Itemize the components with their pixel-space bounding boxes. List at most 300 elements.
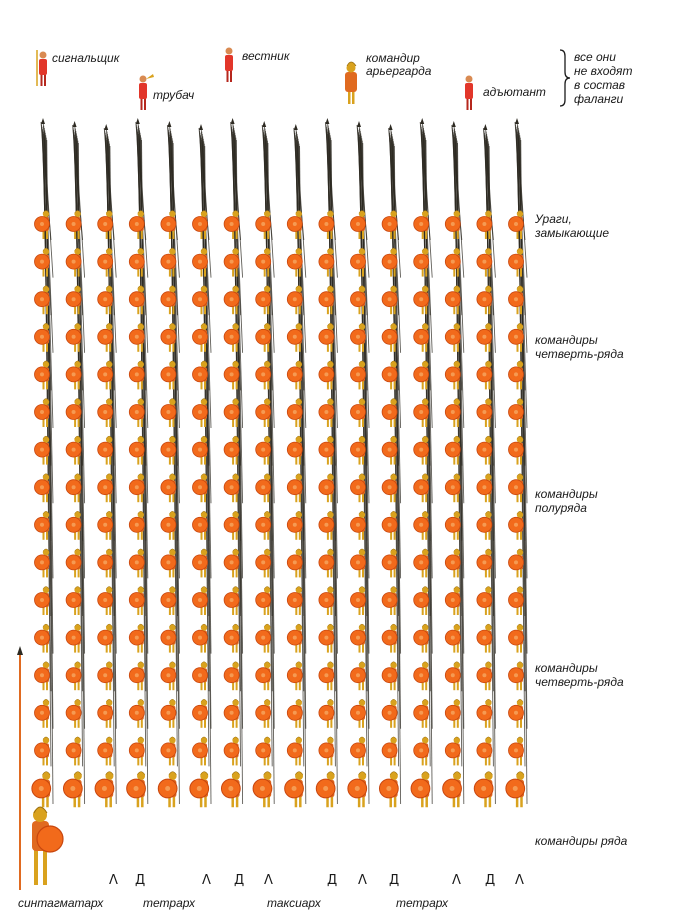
phalangite-soldier [319, 587, 334, 616]
phalangite-soldier [319, 399, 334, 428]
phalangite-soldier [287, 511, 302, 540]
rear-commander-figure [345, 62, 357, 104]
rank-label-line: командиры [535, 333, 598, 347]
phalangite-soldier [509, 248, 524, 277]
phalangite-soldier [129, 549, 144, 578]
phalangite-soldier [66, 361, 81, 390]
phalangite-soldier [98, 474, 113, 503]
phalangite-soldier [35, 662, 50, 691]
spear-tip-icon [294, 124, 298, 130]
phalangite-soldier [445, 436, 460, 465]
phalangite-soldier [382, 737, 397, 766]
phalangite-soldier [319, 211, 334, 240]
phalangite-soldier [193, 699, 208, 728]
phalangite-soldier [98, 511, 113, 540]
phalangite-soldier [477, 436, 492, 465]
phalangite-soldier [66, 248, 81, 277]
phalangite-soldier [414, 286, 429, 315]
phalangite-soldier [445, 699, 460, 728]
phalangite-soldier [287, 662, 302, 691]
phalangite-soldier [98, 323, 113, 352]
phalangite-soldier [414, 399, 429, 428]
rank-label-line: командиры [535, 661, 598, 675]
phalangite-soldier [477, 587, 492, 616]
phalangite-soldier [509, 286, 524, 315]
phalangite-soldier [319, 436, 334, 465]
spear-tip-icon [167, 121, 171, 127]
phalangite-soldier [66, 699, 81, 728]
rank-label-line: Ураги, [535, 212, 572, 226]
phalangite-soldier [319, 737, 334, 766]
phalangite-soldier [382, 361, 397, 390]
phalangite-soldier [509, 323, 524, 352]
phalangite-soldier [193, 474, 208, 503]
phalangite-soldier [35, 211, 50, 240]
spear-tip-icon [389, 124, 393, 130]
spear-tip-icon [104, 124, 108, 130]
phalangite-soldier [414, 624, 429, 653]
phalangite-soldier [66, 737, 81, 766]
phalangite-soldier [35, 474, 50, 503]
phalangite-soldier [287, 286, 302, 315]
phalangite-soldier [351, 248, 366, 277]
phalangite-soldier [477, 624, 492, 653]
phalangite-soldier [445, 737, 460, 766]
phalangite-soldier [477, 662, 492, 691]
label-herald: вестник [242, 49, 290, 63]
phalangite-soldier [161, 436, 176, 465]
phalangite-soldier [477, 248, 492, 277]
phalangite-soldier [98, 587, 113, 616]
phalangite-soldier [287, 361, 302, 390]
phalangite-soldier [477, 286, 492, 315]
phalangite-soldier [351, 211, 366, 240]
phalangite-soldier [35, 511, 50, 540]
phalangite-soldier [445, 587, 460, 616]
spear-tip-icon [136, 118, 140, 124]
phalangite-soldier [287, 474, 302, 503]
file-leader-soldier [190, 772, 209, 808]
phalangite-soldier [161, 248, 176, 277]
phalangite-soldier [382, 549, 397, 578]
label-trumpeter: трубач [153, 88, 195, 102]
phalangite-soldier [35, 549, 50, 578]
phalangite-soldier [445, 662, 460, 691]
phalangite-soldier [287, 549, 302, 578]
phalangite-soldier [287, 624, 302, 653]
spear-tip-icon [73, 121, 77, 127]
phalangite-soldier [129, 624, 144, 653]
rank-label-line: четверть-ряда [535, 347, 624, 361]
phalangite-soldier [66, 211, 81, 240]
phalangite-soldier [287, 737, 302, 766]
phalangite-soldier [66, 474, 81, 503]
phalangite-soldier [224, 662, 239, 691]
phalangite-soldier [35, 286, 50, 315]
label-tetrarch-2: тетрарх [396, 896, 449, 910]
phalangite-soldier [319, 361, 334, 390]
phalangite-soldier [477, 549, 492, 578]
phalangite-soldier [509, 511, 524, 540]
spear-tip-icon [262, 121, 266, 127]
phalangite-soldier [509, 624, 524, 653]
phalangite-soldier [129, 436, 144, 465]
phalangite-soldier [509, 436, 524, 465]
file-leader-soldier [411, 772, 430, 808]
phalangite-soldier [351, 323, 366, 352]
file-leader-soldier [348, 772, 367, 808]
phalangite-soldier [319, 248, 334, 277]
phalangite-soldier [224, 323, 239, 352]
phalangite-soldier [66, 624, 81, 653]
phalangite-soldier [319, 474, 334, 503]
phalangite-soldier [477, 323, 492, 352]
phalangite-soldier [445, 474, 460, 503]
file-leader-soldier [32, 772, 51, 808]
adjutant-figure [465, 76, 473, 111]
phalangite-soldier [224, 474, 239, 503]
lambda-marker: Λ [515, 873, 524, 888]
phalangite-soldier [477, 699, 492, 728]
rank-label-quarter-file-upper [535, 333, 624, 361]
label-rear-commander-line-1: командир [366, 51, 420, 65]
phalangite-soldier [161, 662, 176, 691]
phalangite-soldier [477, 474, 492, 503]
phalangite-soldier [66, 587, 81, 616]
phalangite-soldier [382, 511, 397, 540]
phalangite-soldier [256, 399, 271, 428]
phalangite-soldier [319, 662, 334, 691]
phalangite-soldier [98, 624, 113, 653]
phalangite-soldier [129, 248, 144, 277]
phalangite-soldier [445, 549, 460, 578]
phalangite-soldier [351, 436, 366, 465]
phalangite-soldier [129, 511, 144, 540]
rank-label-line: замыкающие [535, 226, 610, 240]
phalangite-soldier [414, 662, 429, 691]
phalangite-soldier [509, 361, 524, 390]
phalangite-soldier [509, 474, 524, 503]
phalangite-soldier [224, 248, 239, 277]
phalangite-soldier [382, 436, 397, 465]
phalangite-soldier [129, 662, 144, 691]
phalangite-soldier [414, 361, 429, 390]
label-syntagmatarch: синтагматарх [18, 896, 104, 910]
phalangite-soldier [477, 511, 492, 540]
rank-label-rear-guard [535, 212, 609, 240]
phalangite-soldier [66, 436, 81, 465]
phalangite-soldier [161, 399, 176, 428]
delta-marker: Д [485, 873, 496, 888]
phalangite-soldier [382, 474, 397, 503]
lambda-marker: Λ [202, 873, 211, 888]
phalangite-soldier [35, 248, 50, 277]
phalangite-soldier [161, 323, 176, 352]
phalangite-soldier [193, 737, 208, 766]
phalangite-soldier [161, 474, 176, 503]
phalangite-soldier [382, 699, 397, 728]
phalangite-soldier [161, 587, 176, 616]
phalangite-soldier [256, 474, 271, 503]
phalangite-soldier [414, 737, 429, 766]
phalangite-soldier [382, 662, 397, 691]
phalangite-soldier [98, 737, 113, 766]
phalangite-soldier [477, 737, 492, 766]
phalangite-soldier [414, 587, 429, 616]
phalangite-soldier [161, 286, 176, 315]
phalangite-soldier [193, 286, 208, 315]
rank-label-line: командиры ряда [535, 834, 628, 848]
phalangite-soldier [319, 624, 334, 653]
phalangite-soldier [351, 624, 366, 653]
phalangite-soldier [382, 624, 397, 653]
phalangite-soldier [445, 624, 460, 653]
phalangite-soldier [66, 399, 81, 428]
phalangite-soldier [382, 323, 397, 352]
phalangite-soldier [256, 587, 271, 616]
phalangite-soldier [445, 399, 460, 428]
label-taxiarch: таксиарх [267, 896, 321, 910]
phalangite-soldier [193, 436, 208, 465]
file-leader-soldier [63, 772, 82, 808]
phalangite-soldier [287, 699, 302, 728]
rank-label-quarter-file-lower [535, 661, 624, 689]
delta-marker: Д [327, 873, 338, 888]
lambda-marker: Λ [358, 873, 367, 888]
phalangite-soldier [382, 587, 397, 616]
phalangite-soldier [129, 211, 144, 240]
phalangite-soldier [477, 211, 492, 240]
note-line: в состав [574, 78, 626, 92]
phalangite-soldier [98, 361, 113, 390]
phalangite-soldier [445, 286, 460, 315]
phalangite-soldier [477, 361, 492, 390]
phalangite-soldier [193, 248, 208, 277]
phalangite-soldier [161, 699, 176, 728]
lambda-marker: Λ [452, 873, 461, 888]
phalangite-soldier [287, 211, 302, 240]
phalangite-soldier [35, 699, 50, 728]
phalangite-soldier [98, 399, 113, 428]
phalangite-soldier [256, 662, 271, 691]
phalangite-soldier [509, 587, 524, 616]
phalangite-soldier [224, 699, 239, 728]
phalangite-soldier [35, 737, 50, 766]
phalangite-soldier [509, 662, 524, 691]
phalangite-soldier [445, 323, 460, 352]
herald-figure [225, 48, 233, 83]
phalangite-soldier [224, 511, 239, 540]
phalangite-soldier [193, 662, 208, 691]
phalangite-soldier [351, 511, 366, 540]
file-leader-soldier [316, 772, 335, 808]
spear-tip-icon [199, 124, 203, 130]
phalangite-soldier [256, 248, 271, 277]
phalangite-soldier [414, 549, 429, 578]
phalangite-soldier [351, 549, 366, 578]
phalangite-soldier [35, 624, 50, 653]
phalangite-soldier [193, 587, 208, 616]
note-line: не входят [574, 64, 633, 78]
phalangite-soldier [509, 737, 524, 766]
phalangite-soldier [224, 361, 239, 390]
phalangite-soldier [319, 323, 334, 352]
spear-tip-icon [357, 121, 361, 127]
phalangite-soldier [287, 248, 302, 277]
spear-tip-icon [515, 118, 519, 124]
rank-label-line: командиры [535, 487, 598, 501]
file-leader-soldier [285, 772, 304, 808]
delta-marker: Д [135, 873, 146, 888]
phalangite-soldier [224, 436, 239, 465]
phalangite-soldier [256, 624, 271, 653]
file-leader-soldier [443, 772, 462, 808]
spear-tip-icon [483, 124, 487, 130]
label-tetrarch-1: тетрарх [143, 896, 196, 910]
spear-tip-icon [41, 118, 45, 124]
phalangite-soldier [445, 248, 460, 277]
phalangite-soldier [256, 436, 271, 465]
label-rear-commander [366, 52, 431, 78]
phalangite-soldier [161, 211, 176, 240]
spear-tip-icon [452, 121, 456, 127]
phalangite-soldier [129, 737, 144, 766]
phalangite-soldier [35, 399, 50, 428]
phalangite-soldier [414, 436, 429, 465]
phalangite-soldier [509, 699, 524, 728]
phalangite-soldier [382, 211, 397, 240]
rank-label-half-file [535, 487, 598, 515]
phalangite-soldier [256, 211, 271, 240]
phalangite-soldier [351, 587, 366, 616]
phalangite-soldier [224, 549, 239, 578]
phalangite-soldier [351, 361, 366, 390]
phalangite-soldier [445, 511, 460, 540]
phalangite-soldier [129, 474, 144, 503]
phalangite-soldier [287, 436, 302, 465]
phalangite-soldier [224, 587, 239, 616]
phalangite-soldier [319, 511, 334, 540]
soldiers-layer [32, 211, 525, 808]
file-leader-soldier [127, 772, 146, 808]
phalangite-soldier [98, 211, 113, 240]
phalangite-soldier [161, 624, 176, 653]
phalangite-soldier [256, 511, 271, 540]
phalangite-soldier [319, 699, 334, 728]
phalangite-soldier [351, 737, 366, 766]
phalangite-soldier [319, 286, 334, 315]
rank-label-file-leaders [535, 834, 627, 848]
note-line: все они [574, 50, 616, 64]
phalangite-soldier [351, 699, 366, 728]
phalangite-soldier [256, 323, 271, 352]
phalangite-soldier [193, 549, 208, 578]
phalangite-soldier [256, 361, 271, 390]
phalangite-soldier [193, 399, 208, 428]
phalangite-soldier [224, 211, 239, 240]
phalangite-soldier [224, 286, 239, 315]
brace-icon [558, 48, 572, 108]
phalangite-soldier [193, 211, 208, 240]
phalangite-soldier [382, 248, 397, 277]
phalangite-soldier [98, 286, 113, 315]
rank-label-line: полуряда [535, 501, 587, 515]
phalangite-soldier [287, 399, 302, 428]
label-signaller: сигнальщик [52, 51, 120, 65]
spear-tip-icon [325, 118, 329, 124]
phalangite-soldier [509, 399, 524, 428]
rank-label-line: четверть-ряда [535, 675, 624, 689]
phalangite-soldier [351, 474, 366, 503]
phalangite-soldier [161, 511, 176, 540]
outside-phalanx-note [574, 50, 632, 106]
phalangite-soldier [161, 549, 176, 578]
phalangite-soldier [319, 549, 334, 578]
label-rear-commander-line-2: арьергарда [366, 64, 432, 78]
trumpeter-figure [139, 74, 154, 110]
delta-marker: Д [234, 873, 245, 888]
phalangite-soldier [35, 587, 50, 616]
phalangite-soldier [414, 248, 429, 277]
phalangite-soldier [477, 399, 492, 428]
file-leader-soldier [506, 772, 525, 808]
phalangite-soldier [224, 399, 239, 428]
phalangite-soldier [509, 549, 524, 578]
phalangite-soldier [351, 399, 366, 428]
phalangite-soldier [382, 399, 397, 428]
file-leader-soldier [158, 772, 177, 808]
phalangite-soldier [98, 699, 113, 728]
phalangite-soldier [256, 699, 271, 728]
phalangite-soldier [98, 549, 113, 578]
phalangite-soldier [98, 248, 113, 277]
phalangite-soldier [445, 211, 460, 240]
phalangite-soldier [351, 662, 366, 691]
label-adjutant: адъютант [483, 85, 546, 99]
signaller-figure [37, 50, 47, 86]
phalangite-soldier [414, 699, 429, 728]
phalangite-soldier [224, 624, 239, 653]
phalangite-soldier [129, 323, 144, 352]
phalangite-soldier [224, 737, 239, 766]
phalangite-soldier [414, 211, 429, 240]
phalangite-soldier [287, 587, 302, 616]
spear-tip-icon [420, 118, 424, 124]
phalangite-soldier [66, 323, 81, 352]
phalangite-soldier [414, 323, 429, 352]
phalangite-soldier [256, 549, 271, 578]
phalangite-soldier [129, 286, 144, 315]
delta-marker: Д [389, 873, 400, 888]
phalangite-soldier [256, 286, 271, 315]
file-leader-soldier [379, 772, 398, 808]
phalangite-soldier [66, 511, 81, 540]
phalangite-soldier [129, 361, 144, 390]
phalangite-soldier [193, 511, 208, 540]
phalangite-soldier [256, 737, 271, 766]
spear-tip-icon [231, 118, 235, 124]
phalangite-soldier [414, 474, 429, 503]
file-leader-soldier [95, 772, 114, 808]
phalangite-soldier [129, 399, 144, 428]
note-line: фаланги [574, 92, 624, 106]
phalangite-soldier [129, 699, 144, 728]
phalangite-soldier [445, 361, 460, 390]
phalangite-soldier [35, 361, 50, 390]
phalangite-soldier [509, 211, 524, 240]
phalangite-soldier [35, 436, 50, 465]
phalangite-soldier [66, 549, 81, 578]
